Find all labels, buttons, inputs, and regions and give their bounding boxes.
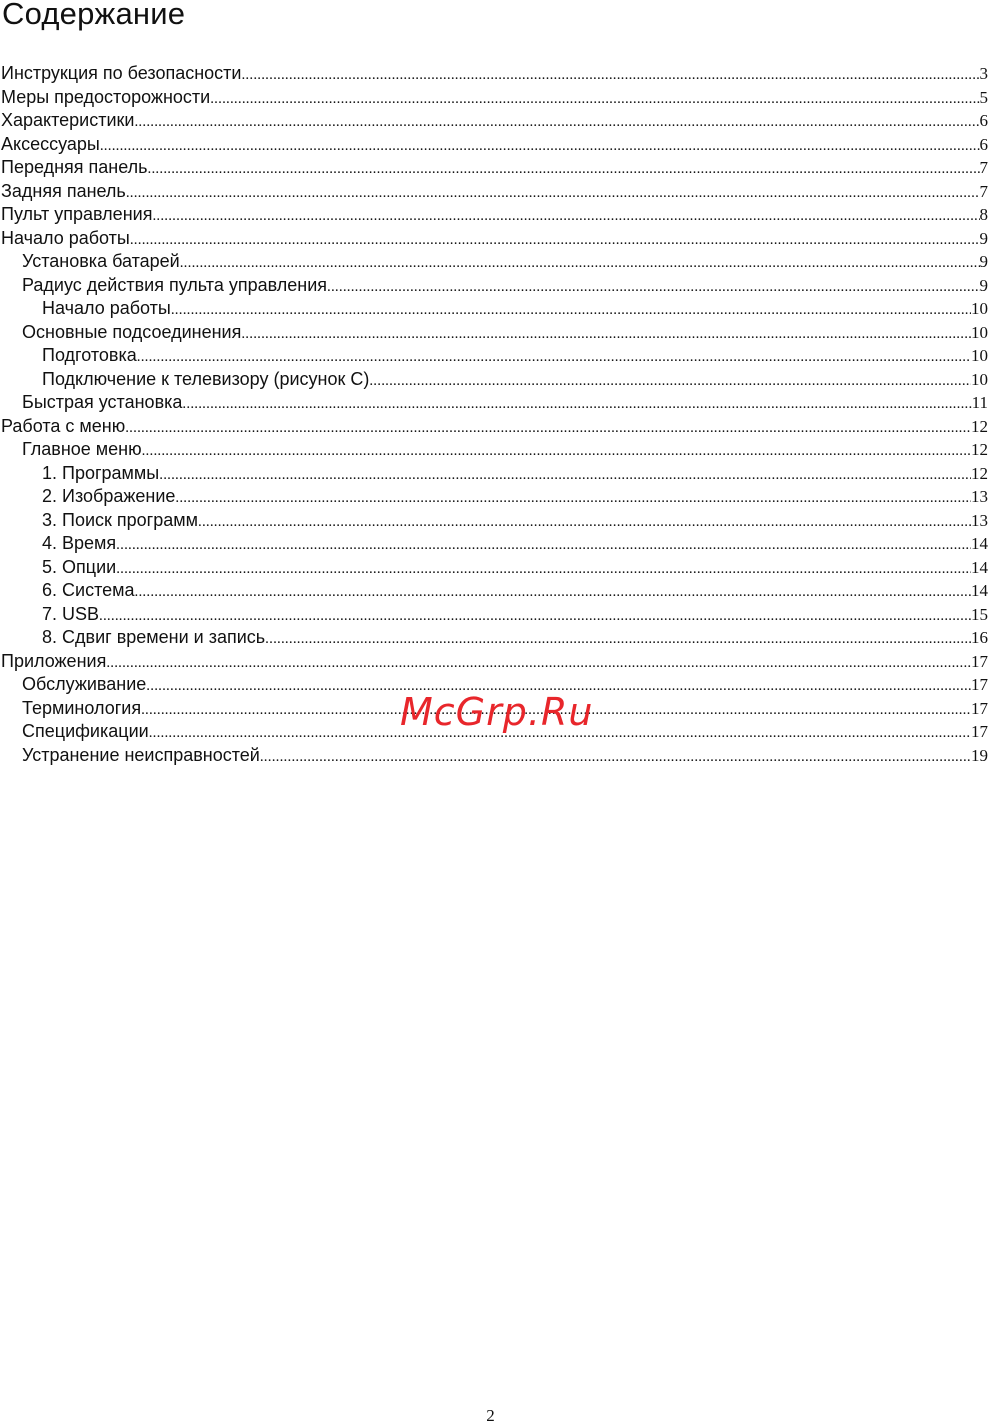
toc-entry-page: 16: [971, 626, 989, 650]
toc-dot-leader: [175, 487, 971, 509]
toc-entry-label: 6. Система: [42, 579, 135, 603]
toc-entry[interactable]: [0, 415, 989, 439]
toc-entry[interactable]: [0, 227, 989, 251]
toc-entry[interactable]: [0, 274, 989, 298]
toc-entry-page: 14: [971, 532, 989, 556]
toc-dot-leader: [159, 464, 971, 486]
toc-entry-label: 7. USB: [42, 603, 99, 627]
toc-entry-label: Начало работы: [42, 297, 171, 321]
toc-entry-label: Установка батарей: [22, 250, 180, 274]
toc-entry[interactable]: [0, 344, 989, 368]
toc-entry[interactable]: [0, 650, 989, 674]
toc-entry-page: 15: [971, 603, 989, 627]
toc-entry-page: 12: [971, 462, 989, 486]
toc-entry-label: Начало работы: [1, 227, 130, 251]
toc-entry-label: Характеристики: [1, 109, 134, 133]
toc-entry-label: Работа с меню: [1, 415, 125, 439]
toc-entry-page: 9: [980, 227, 989, 251]
toc-entry-label: Радиус действия пульта управления: [22, 274, 327, 298]
toc-entry-label: 4. Время: [42, 532, 116, 556]
toc-entry-page: 10: [971, 321, 989, 345]
toc-entry[interactable]: [0, 579, 989, 603]
toc-entry[interactable]: [0, 744, 989, 768]
toc-entry[interactable]: [0, 462, 989, 486]
toc-entry-label: Спецификации: [22, 720, 149, 744]
toc-entry-page: 13: [971, 485, 989, 509]
table-of-contents: [0, 62, 989, 767]
toc-dot-leader: [142, 440, 971, 462]
toc-dot-leader: [148, 158, 980, 180]
toc-dot-leader: [182, 393, 971, 415]
toc-entry[interactable]: [0, 297, 989, 321]
toc-entry-page: 7: [980, 180, 989, 204]
toc-entry-label: Задняя панель: [1, 180, 126, 204]
toc-entry[interactable]: [0, 391, 989, 415]
toc-entry-page: 5: [980, 86, 989, 110]
toc-entry-page: 14: [971, 556, 989, 580]
toc-entry[interactable]: [0, 321, 989, 345]
toc-entry[interactable]: [0, 556, 989, 580]
toc-entry-page: 11: [972, 391, 989, 415]
toc-entry-label: Терминология: [22, 697, 141, 721]
toc-dot-leader: [126, 182, 980, 204]
toc-entry[interactable]: [0, 62, 989, 86]
toc-entry[interactable]: [0, 203, 989, 227]
toc-entry-page: 6: [980, 109, 989, 133]
toc-entry-label: 2. Изображение: [42, 485, 175, 509]
toc-dot-leader: [241, 323, 971, 345]
toc-entry-page: 6: [980, 133, 989, 157]
toc-entry-page: 9: [980, 274, 989, 298]
toc-entry-page: 3: [980, 62, 989, 86]
toc-dot-leader: [260, 746, 971, 768]
toc-entry[interactable]: [0, 250, 989, 274]
toc-entry[interactable]: [0, 368, 989, 392]
watermark: McGrp.Ru: [400, 690, 593, 734]
toc-entry-label: Подключение к телевизору (рисунок С): [42, 368, 369, 392]
toc-dot-leader: [369, 370, 971, 392]
toc-dot-leader: [180, 252, 980, 274]
toc-entry[interactable]: [0, 438, 989, 462]
toc-entry[interactable]: [0, 532, 989, 556]
toc-dot-leader: [130, 229, 980, 251]
toc-entry-label: Обслуживание: [22, 673, 146, 697]
toc-entry-page: 17: [971, 720, 989, 744]
toc-dot-leader: [135, 581, 971, 603]
toc-entry-label: 8. Сдвиг времени и запись: [42, 626, 265, 650]
toc-entry-label: Пульт управления: [1, 203, 152, 227]
page-number: 2: [0, 1406, 981, 1426]
toc-entry-label: Инструкция по безопасности: [1, 62, 241, 86]
toc-entry[interactable]: [0, 509, 989, 533]
toc-dot-leader: [241, 64, 979, 86]
toc-entry-label: Основные подсоединения: [22, 321, 241, 345]
toc-entry-label: Приложения: [1, 650, 106, 674]
toc-dot-leader: [106, 652, 971, 674]
toc-entry[interactable]: [0, 485, 989, 509]
toc-entry-label: 5. Опции: [42, 556, 116, 580]
toc-dot-leader: [210, 88, 979, 110]
toc-entry-label: Главное меню: [22, 438, 142, 462]
toc-entry-label: Аксессуары: [1, 133, 100, 157]
toc-entry[interactable]: [0, 109, 989, 133]
toc-entry[interactable]: [0, 133, 989, 157]
toc-entry[interactable]: [0, 86, 989, 110]
toc-dot-leader: [116, 558, 971, 580]
toc-entry-label: Подготовка: [42, 344, 137, 368]
toc-entry-page: 17: [971, 650, 989, 674]
toc-dot-leader: [265, 628, 971, 650]
toc-entry-label: Меры предосторожности: [1, 86, 210, 110]
toc-dot-leader: [99, 605, 971, 627]
toc-entry[interactable]: [0, 180, 989, 204]
toc-dot-leader: [100, 135, 980, 157]
toc-entry[interactable]: [0, 156, 989, 180]
toc-entry-page: 14: [971, 579, 989, 603]
toc-entry-page: 10: [971, 368, 989, 392]
toc-entry[interactable]: [0, 603, 989, 627]
page-title: Содержание: [2, 0, 185, 32]
toc-entry-page: 13: [971, 509, 989, 533]
toc-dot-leader: [152, 205, 979, 227]
toc-entry-page: 7: [980, 156, 989, 180]
toc-dot-leader: [198, 511, 971, 533]
toc-dot-leader: [116, 534, 971, 556]
toc-entry-page: 10: [971, 297, 989, 321]
toc-entry-page: 10: [971, 344, 989, 368]
toc-entry[interactable]: [0, 626, 989, 650]
toc-entry-label: 3. Поиск программ: [42, 509, 198, 533]
toc-entry-page: 17: [971, 697, 989, 721]
toc-entry-page: 17: [971, 673, 989, 697]
toc-entry-label: Быстрая установка: [22, 391, 182, 415]
toc-entry-page: 12: [971, 438, 989, 462]
toc-dot-leader: [327, 276, 979, 298]
toc-entry-page: 8: [980, 203, 989, 227]
toc-entry-label: Устранение неисправностей: [22, 744, 260, 768]
toc-entry-page: 9: [980, 250, 989, 274]
toc-dot-leader: [171, 299, 971, 321]
toc-dot-leader: [134, 111, 979, 133]
toc-entry-label: Передняя панель: [1, 156, 148, 180]
toc-entry-page: 19: [971, 744, 989, 768]
toc-dot-leader: [125, 417, 971, 439]
toc-dot-leader: [137, 346, 971, 368]
toc-entry-page: 12: [971, 415, 989, 439]
toc-entry-label: 1. Программы: [42, 462, 159, 486]
